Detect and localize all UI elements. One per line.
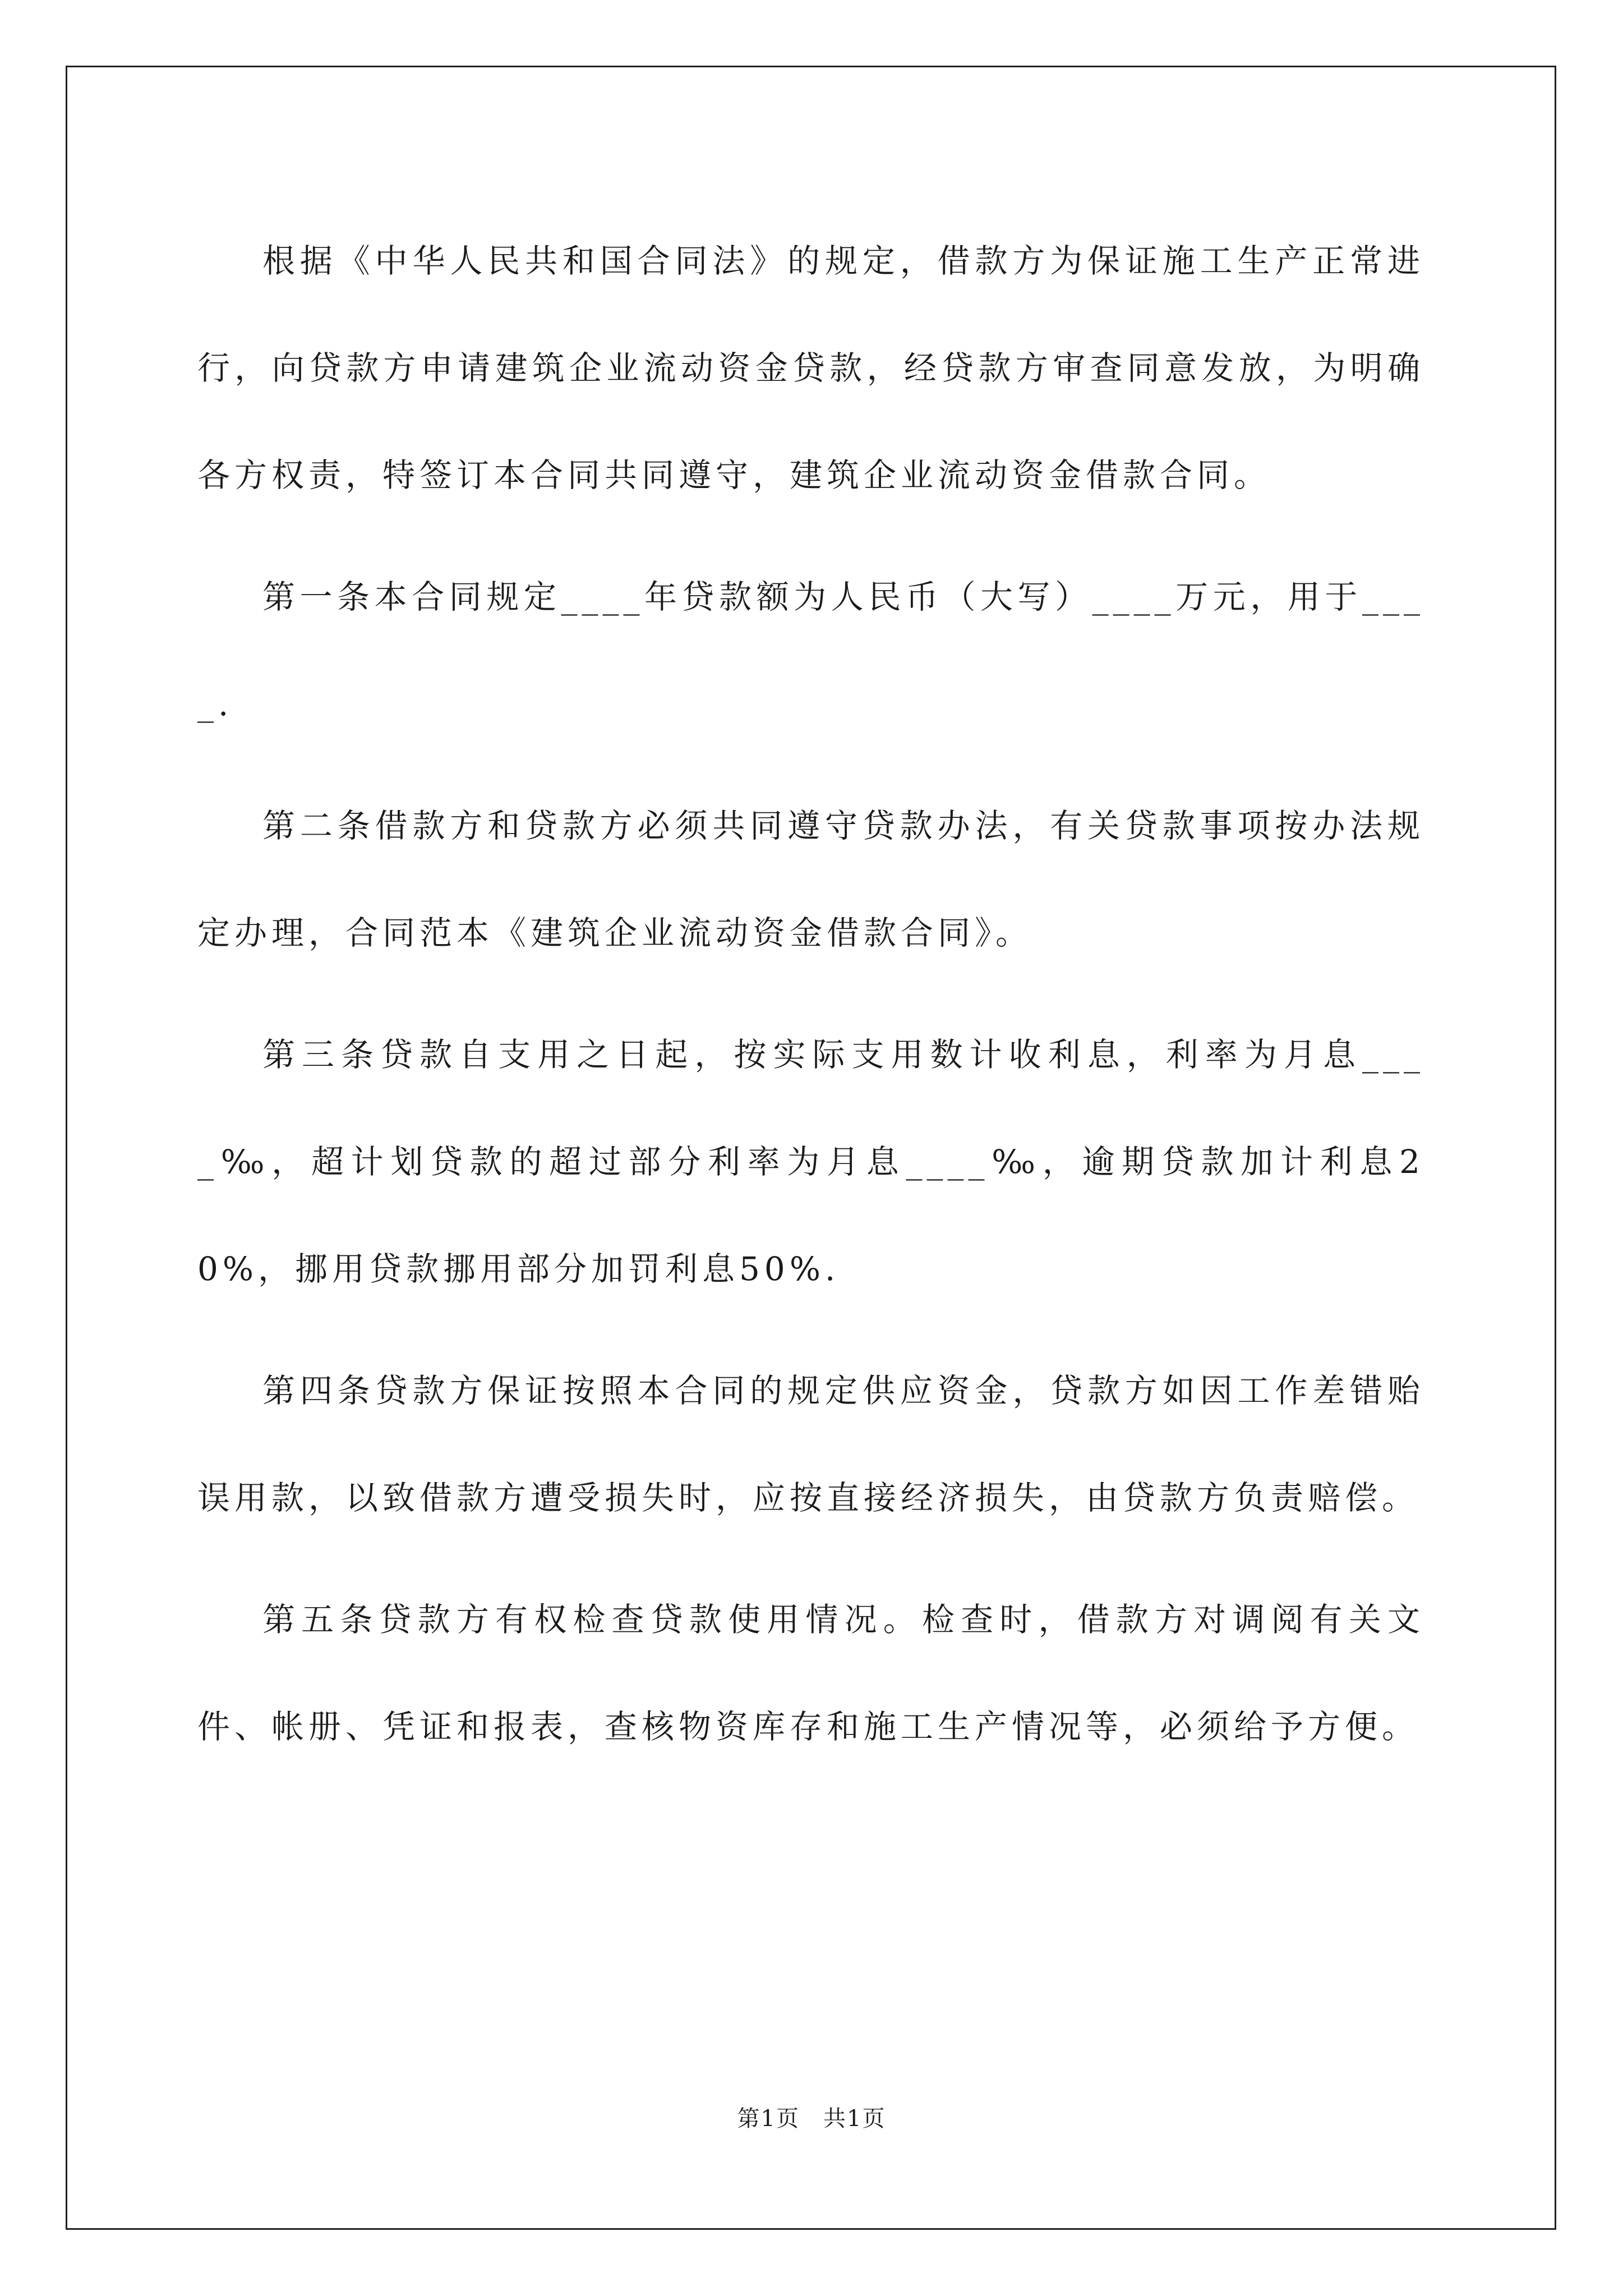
paragraph-article-3: 第三条贷款自支用之日起，按实际支用数计收利息，利率为月息____‰，超计划贷款的超过部分利率为月息____‰，逾期贷款加计利息20%，挪用贷款挪用部分加罚利息50%.: [197, 1036, 1424, 1288]
document-body: [197, 208, 1424, 1947]
paragraph-article-2: 第二条借款方和贷款方必须共同遵守贷款办法，有关贷款事项按办法规定办理，合同范本《建筑企业流动资金借款合同》。: [197, 807, 1424, 952]
paragraph-article-1: 第一条本合同规定____年贷款额为人民币（大写）____万元，用于____.: [197, 578, 1424, 723]
paragraph-article-5: 第五条贷款方有权检查贷款使用情况。检查时，借款方对调阅有关文件、帐册、凭证和报表，查核物资库存和施工生产情况等，必须给予方便。: [197, 1600, 1424, 1746]
page-number-footer: 第1页 共1页: [737, 2106, 886, 2132]
paragraph-preamble: 根据《中华人民共和国合同法》的规定，借款方为保证施工生产正常进行，向贷款方申请建筑企业流动资金贷款，经贷款方审查同意发放，为明确各方权责，特签订本合同共同遵守，建筑企业流动资金借款合同。: [197, 242, 1424, 494]
paragraph-article-4: 第四条贷款方保证按照本合同的规定供应资金，贷款方如因工作差错贻误用款，以致借款方遭受损失时，应按直接经济损失，由贷款方负责赔偿。: [197, 1372, 1424, 1517]
